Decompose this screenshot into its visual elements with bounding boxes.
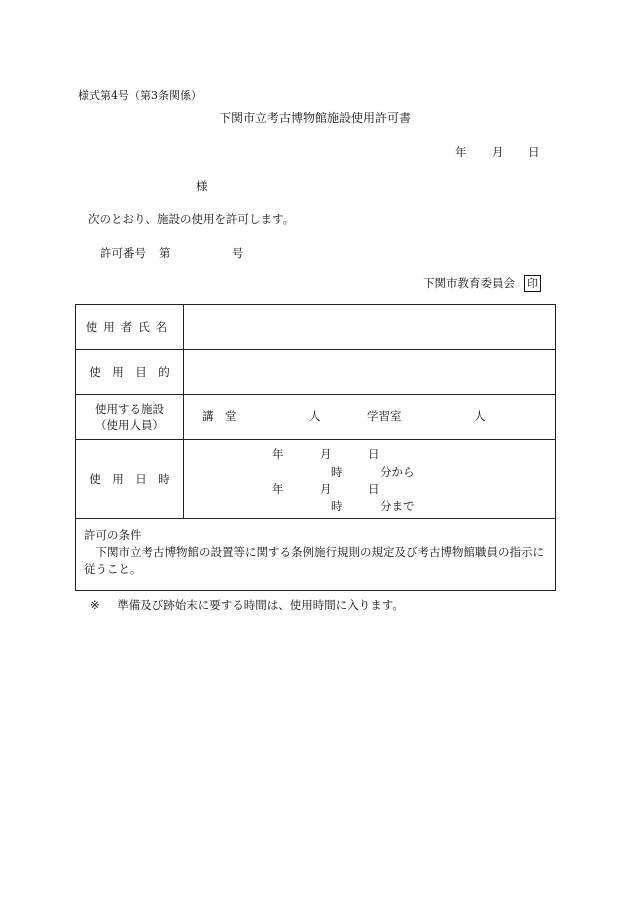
seal-box: 印: [524, 275, 541, 292]
datetime-value[interactable]: [184, 440, 556, 519]
facility-label-cell: [76, 395, 184, 440]
footnote: [90, 600, 404, 612]
purpose-label: 使 用 目 的: [76, 350, 184, 395]
footnote-text: 準備及び跡始末に要する時間は、使用時間に入ります。: [117, 598, 404, 612]
permission-statement: 次のとおり、施設の使用を許可します。: [88, 212, 295, 226]
start-year-label: 年: [272, 447, 284, 461]
datetime-label: 使 用 日 時: [76, 440, 184, 519]
conditions-cell: [76, 519, 556, 591]
addressee-suffix: 様: [196, 179, 208, 193]
end-minute-label: 分まで: [380, 499, 415, 513]
document-title: 下関市立考古博物館施設使用許可書: [218, 111, 411, 125]
row-facility: [76, 395, 556, 440]
purpose-value[interactable]: [184, 350, 556, 395]
start-minute-label: 分から: [380, 465, 415, 479]
end-month-label: 月: [320, 482, 332, 496]
end-day-label: 日: [368, 482, 380, 496]
row-datetime: [76, 440, 556, 519]
conditions-body: 下関市立考古博物館の設置等に関する条例施行規則の規定及び考古博物館職員の指示に従うこと。: [84, 545, 544, 576]
footnote-mark: ※: [90, 598, 100, 612]
facility-label: 使用する施設: [95, 402, 164, 416]
hall-people-unit: 人: [309, 409, 321, 423]
user-name-value[interactable]: [184, 305, 556, 350]
end-hour-label: 時: [331, 499, 343, 513]
start-month-label: 月: [320, 447, 332, 461]
study-room-label: 学習室: [367, 409, 402, 423]
facility-value[interactable]: [184, 395, 556, 440]
date-year-label: 年: [455, 145, 467, 159]
permit-number-prefix: 第: [159, 246, 171, 260]
issuer-name: 下関市教育委員会: [423, 276, 515, 290]
start-hour-label: 時: [331, 465, 343, 479]
study-room-people-unit: 人: [474, 409, 486, 423]
conditions-label: 許可の条件: [84, 528, 142, 542]
date-month-label: 月: [492, 145, 504, 159]
facility-sub-label: （使用人員）: [95, 418, 164, 432]
row-conditions: [76, 519, 556, 591]
permit-number-label: 許可番号: [100, 246, 146, 260]
hall-label: 講 堂: [202, 409, 237, 423]
end-year-label: 年: [272, 482, 284, 496]
user-name-label: 使用者氏名: [76, 305, 184, 350]
row-purpose: [76, 350, 556, 395]
date-day-label: 日: [528, 145, 540, 159]
form-number: 様式第4号（第3条関係）: [78, 89, 202, 102]
permit-number-suffix: 号: [232, 246, 244, 260]
permit-form-table: [75, 304, 556, 591]
start-day-label: 日: [368, 447, 380, 461]
row-user-name: [76, 305, 556, 350]
